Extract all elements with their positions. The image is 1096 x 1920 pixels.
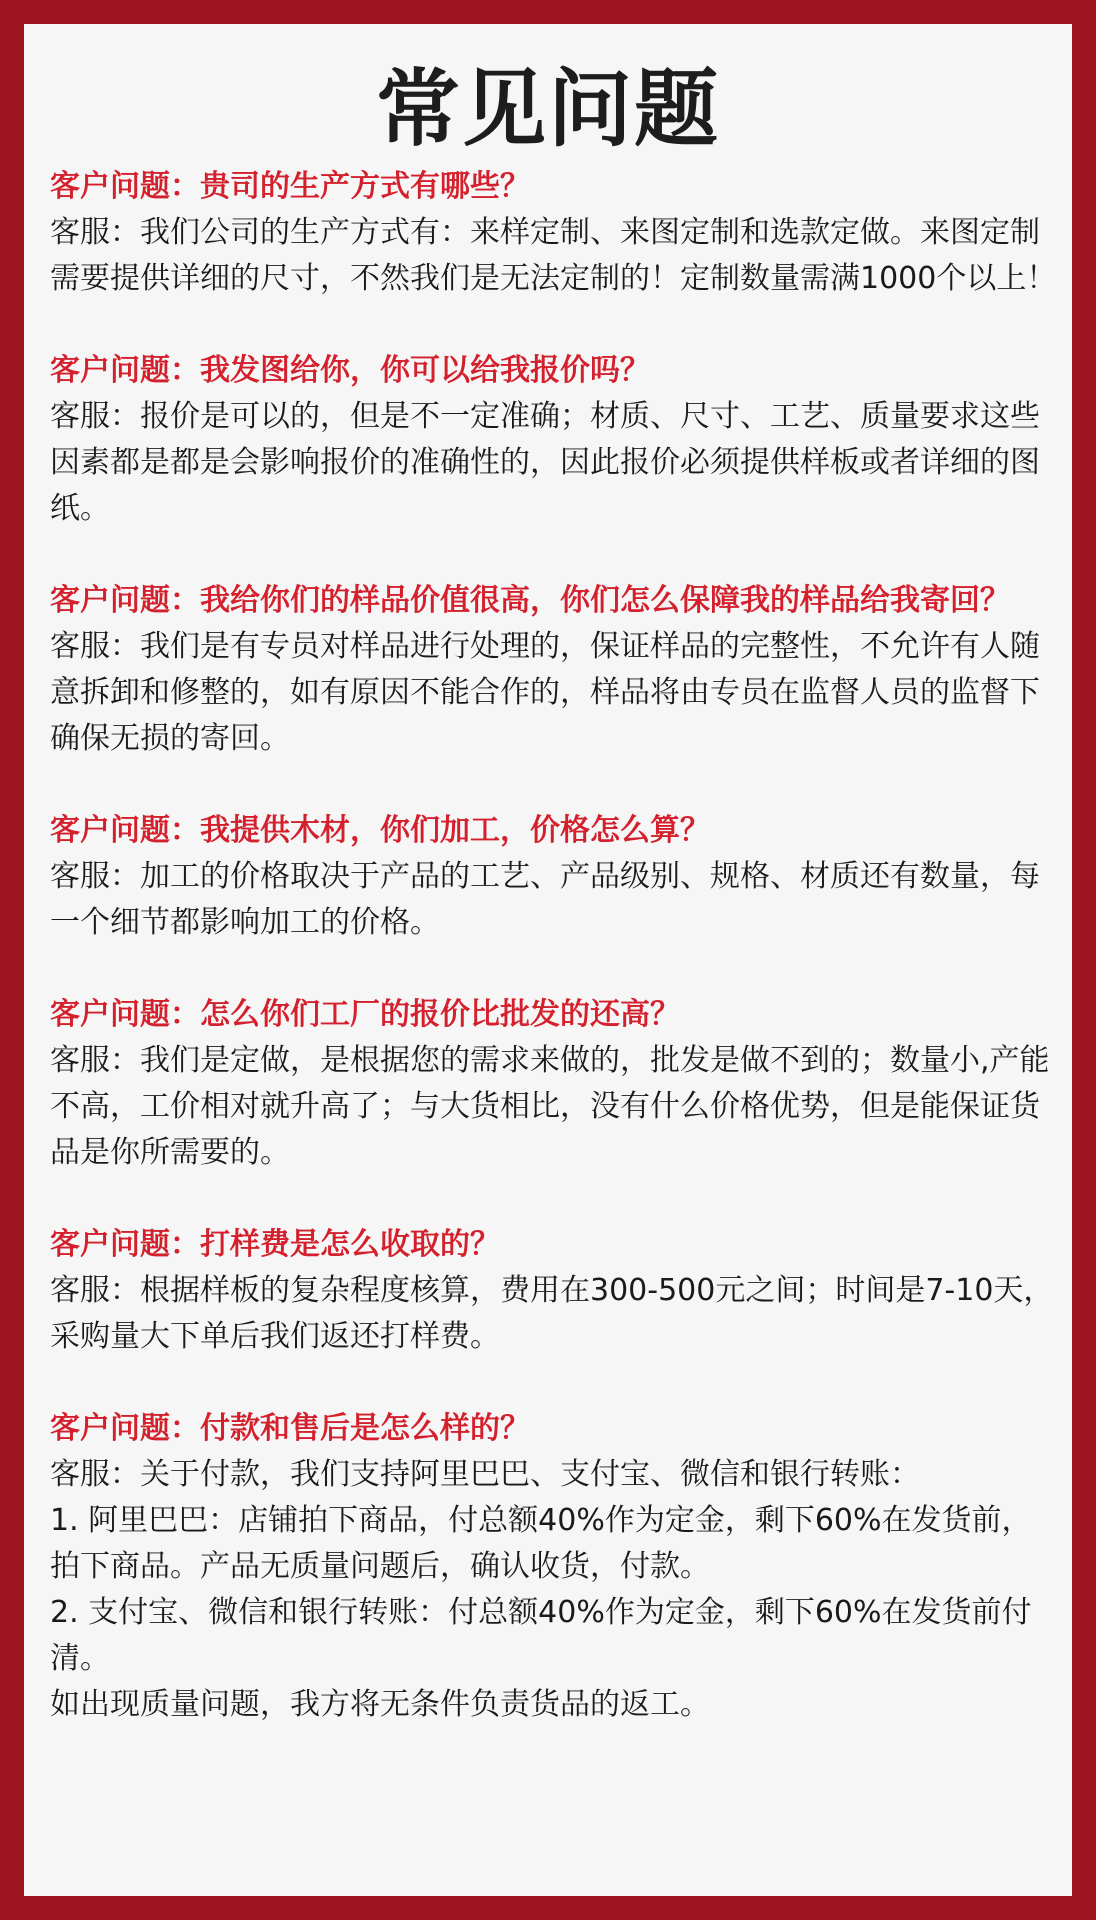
faq-answer-line: 客服：我们公司的生产方式有：来样定制、来图定制和选款定做。来图定制需要提供详细的尺寸，不然我们是无法定制的！定制数量需满1000个以上！ (50, 215, 1057, 296)
page-title: 常见问题 (375, 60, 720, 158)
faq-answer-line: 客服：根据样板的复杂程度核算，费用在300-500元之间；时间是7-10天，采购量大下单后我们返还打样费。 (50, 1273, 1054, 1354)
faq-answer (50, 210, 1060, 302)
faq-answer-line: 客服：关于付款，我们支持阿里巴巴、支付宝、微信和银行转账： (50, 1457, 920, 1492)
faq-question: 客户问题：贵司的生产方式有哪些？ (50, 169, 530, 204)
faq-answer-line: 2. 支付宝、微信和银行转账：付总额40%作为定金，剩下60%在发货前付清。 (50, 1595, 1032, 1676)
faq-item-2 (50, 348, 1060, 532)
faq-answer (50, 624, 1060, 762)
faq-answer (50, 1452, 1060, 1728)
faq-item-3 (50, 578, 1060, 762)
faq-question: 客户问题：怎么你们工厂的报价比批发的还高？ (50, 997, 680, 1032)
faq-question: 客户问题：我提供木材，你们加工，价格怎么算？ (50, 813, 710, 848)
faq-answer-line: 1. 阿里巴巴：店铺拍下商品，付总额40%作为定金，剩下60%在发货前，拍下商品。产品无质量问题后，确认收货，付款。 (50, 1503, 1032, 1584)
faq-card (24, 24, 1072, 1896)
faq-item-6 (50, 1222, 1060, 1360)
faq-answer-line: 如出现质量问题，我方将无条件负责货品的返工。 (50, 1687, 710, 1722)
faq-item-5 (50, 992, 1060, 1176)
faq-answer-line: 客服：报价是可以的，但是不一定准确；材质、尺寸、工艺、质量要求这些因素都是都是会影响报价的准确性的，因此报价必须提供样板或者详细的图纸。 (50, 399, 1040, 526)
faq-item-7 (50, 1406, 1060, 1728)
faq-list (50, 164, 1060, 1774)
faq-answer (50, 1038, 1060, 1176)
faq-question: 客户问题：我发图给你，你可以给我报价吗？ (50, 353, 650, 388)
faq-item-1 (50, 164, 1060, 302)
faq-answer-line: 客服：我们是有专员对样品进行处理的，保证样品的完整性，不允许有人随意拆卸和修整的，如有原因不能合作的，样品将由专员在监督人员的监督下确保无损的寄回。 (50, 629, 1040, 756)
faq-question: 客户问题：我给你们的样品价值很高，你们怎么保障我的样品给我寄回？ (50, 583, 1010, 618)
faq-answer-line: 客服：我们是定做，是根据您的需求来做的，批发是做不到的；数量小,产能不高，工价相对就升高了；与大货相比，没有什么价格优势，但是能保证货品是你所需要的。 (50, 1043, 1050, 1170)
faq-answer (50, 1268, 1060, 1360)
faq-question: 客户问题：打样费是怎么收取的？ (50, 1227, 500, 1262)
faq-answer (50, 394, 1060, 532)
faq-question: 客户问题：付款和售后是怎么样的？ (50, 1411, 530, 1446)
faq-answer (50, 854, 1060, 946)
faq-item-4 (50, 808, 1060, 946)
faq-answer-line: 客服：加工的价格取决于产品的工艺、产品级别、规格、材质还有数量，每一个细节都影响加工的价格。 (50, 859, 1040, 940)
